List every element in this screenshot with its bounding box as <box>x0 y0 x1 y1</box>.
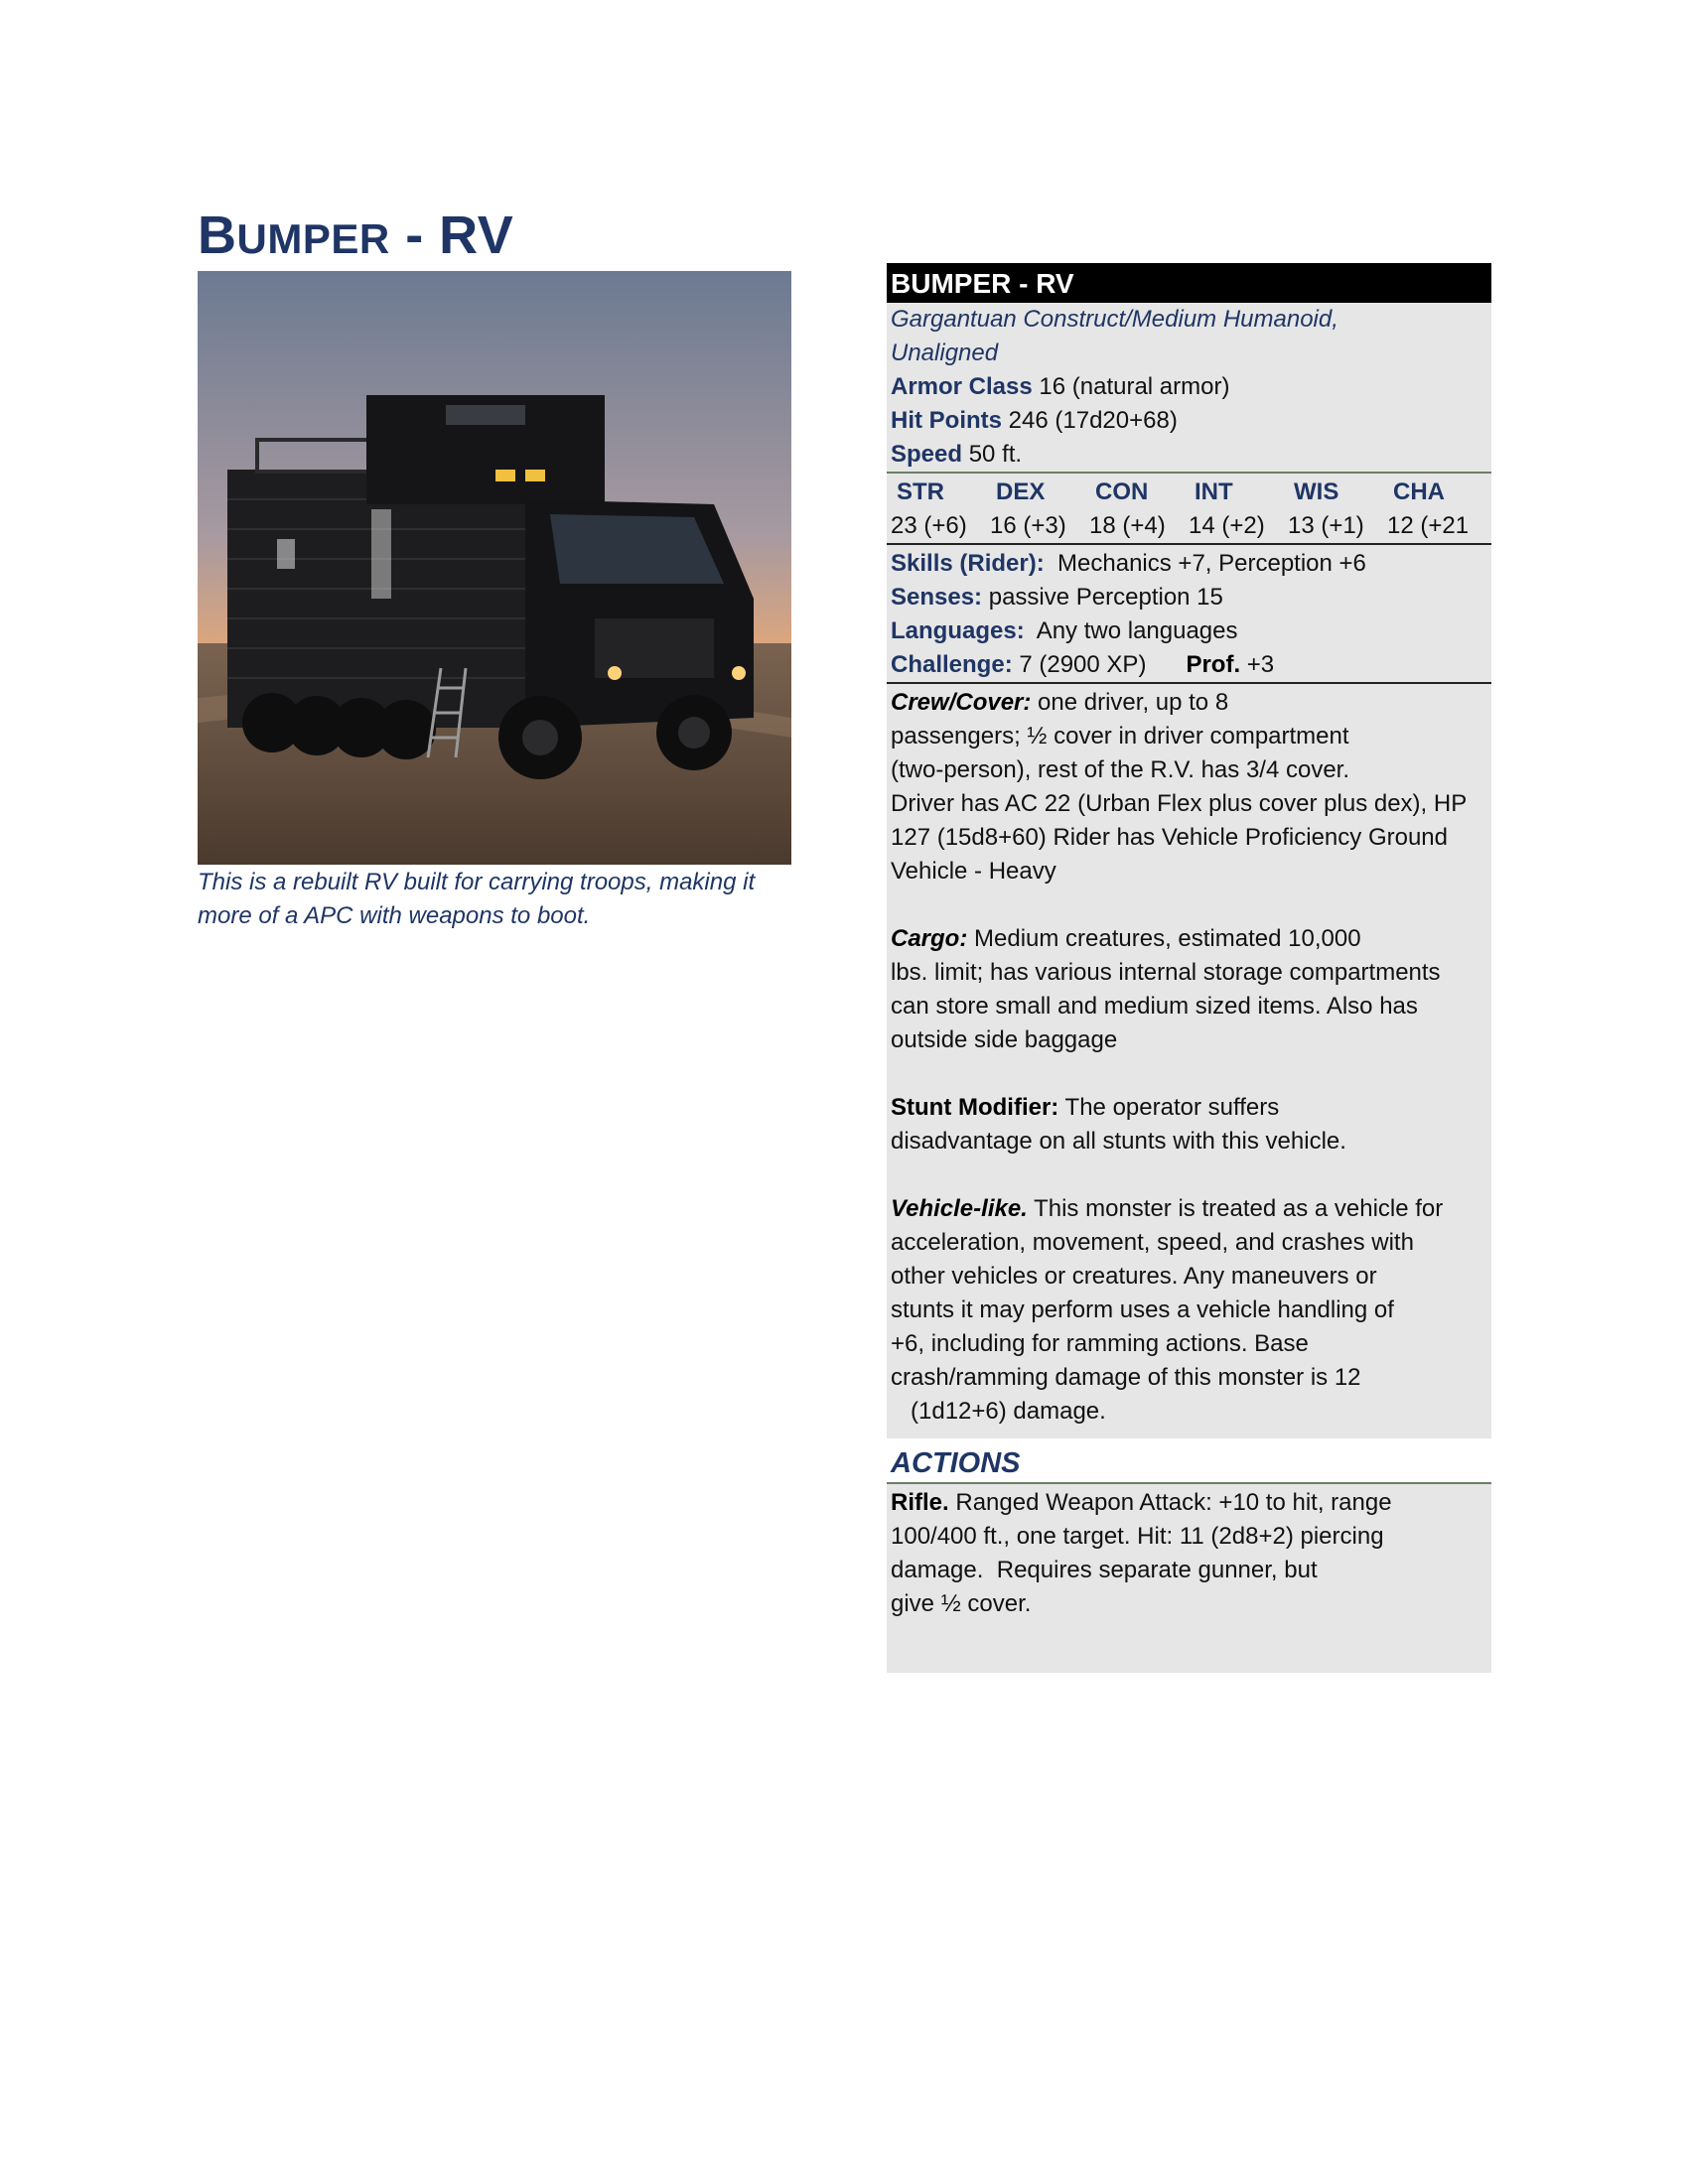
prof-label: Prof. <box>1186 651 1241 678</box>
cargo-line: can store small and medium sized items. Also has <box>891 993 1418 1020</box>
senses-row <box>891 581 1487 614</box>
stunt-line: The operator suffers <box>1058 1094 1280 1121</box>
stat-block-name: BUMPER - RV <box>887 263 1491 303</box>
senses-value: passive Perception 15 <box>982 584 1223 611</box>
vehicle-line: acceleration, movement, speed, and crashes with <box>891 1229 1414 1256</box>
languages-row <box>891 614 1487 648</box>
vehicle-line: +6, including for ramming actions. Base <box>891 1330 1309 1357</box>
rifle-line: 100/400 ft., one target. Hit: 11 (2d8+2) piercing <box>891 1523 1384 1550</box>
stat-block-traits <box>887 684 1491 1429</box>
rifle-label: Rifle. <box>891 1489 949 1516</box>
rifle-action <box>887 1484 1491 1621</box>
languages-label: Languages: <box>891 617 1025 644</box>
ability-value-wis: 13 (+1) <box>1288 512 1364 539</box>
crew-line: one driver, up to 8 <box>1031 689 1229 716</box>
challenge-label: Challenge: <box>891 651 1013 678</box>
vehicle-like-trait <box>891 1192 1487 1429</box>
crew-line: Driver has AC 22 (Urban Flex plus cover plus dex), HP <box>891 790 1468 817</box>
languages-value: Any two languages <box>1024 617 1238 644</box>
ability-value-con: 18 (+4) <box>1089 512 1166 539</box>
ability-value-str: 23 (+6) <box>891 512 967 539</box>
cargo-line: Medium creatures, estimated 10,000 <box>967 925 1361 952</box>
skills-label: Skills (Rider): <box>891 550 1045 577</box>
actions-heading: ACTIONS <box>887 1438 1491 1484</box>
page-title <box>198 205 513 266</box>
stunt-modifier-trait <box>891 1091 1487 1159</box>
armor-class-row <box>891 370 1487 404</box>
hit-points-value: 246 (17d20+68) <box>1002 407 1178 434</box>
skills-value: Mechanics +7, Perception +6 <box>1044 550 1366 577</box>
page-title-rest: UMPER <box>236 215 390 262</box>
ability-value-cha: 12 (+21 <box>1387 512 1470 539</box>
vehicle-line: (1d12+6) damage. <box>911 1398 1106 1425</box>
speed-row <box>891 438 1487 472</box>
vehicle-like-label: Vehicle-like. <box>891 1195 1028 1222</box>
rifle-line: Ranged Weapon Attack: +10 to hit, range <box>948 1489 1392 1516</box>
rifle-line: give ½ cover. <box>891 1590 1032 1617</box>
photo-caption: This is a rebuilt RV built for carrying troops, making it more of a APC with weapons to boot. <box>198 869 756 929</box>
vehicle-line: This monster is treated as a vehicle for <box>1027 1195 1444 1222</box>
page-title-suffix: - RV <box>389 205 514 265</box>
rifle-line: damage. Requires separate gunner, but <box>891 1557 1318 1583</box>
creature-type: Gargantuan Construct/Medium Humanoid, <box>891 306 1338 333</box>
hit-points-label: Hit Points <box>891 407 1002 434</box>
vehicle-line: crash/ramming damage of this monster is 12 <box>891 1364 1361 1391</box>
ability-name-wis: WIS <box>1294 478 1339 505</box>
ability-scores <box>887 474 1491 545</box>
crew-line: passengers; ½ cover in driver compartment <box>891 723 1349 750</box>
cargo-label: Cargo: <box>891 925 968 952</box>
page-title-first-letter: B <box>198 205 237 265</box>
armor-class-value: 16 (natural armor) <box>1032 373 1230 400</box>
prof-value: +3 <box>1240 651 1275 678</box>
cargo-trait <box>891 922 1487 1057</box>
armor-class-label: Armor Class <box>891 373 1033 400</box>
stat-block-details <box>887 545 1491 684</box>
stat-block <box>887 263 1491 1673</box>
hit-points-row <box>891 404 1487 438</box>
ability-name-str: STR <box>897 478 944 505</box>
speed-value: 50 ft. <box>962 441 1023 468</box>
speed-label: Speed <box>891 441 963 468</box>
crew-line: 127 (15d8+60) Rider has Vehicle Proficiency Ground <box>891 824 1448 851</box>
ability-name-int: INT <box>1195 478 1233 505</box>
cargo-line: lbs. limit; has various internal storage compartments <box>891 959 1441 986</box>
challenge-row <box>891 648 1487 682</box>
vehicle-line: stunts it may perform uses a vehicle handling of <box>891 1297 1394 1323</box>
challenge-value: 7 (2900 XP) <box>1012 651 1147 678</box>
vehicle-line: other vehicles or creatures. Any maneuvers or <box>891 1263 1377 1290</box>
rv-photo <box>198 271 791 865</box>
ability-name-cha: CHA <box>1393 478 1445 505</box>
ability-value-dex: 16 (+3) <box>990 512 1066 539</box>
cargo-line: outside side baggage <box>891 1026 1118 1053</box>
crew-cover-trait <box>891 686 1487 888</box>
crew-cover-label: Crew/Cover: <box>891 689 1032 716</box>
ability-name-dex: DEX <box>996 478 1046 505</box>
stat-block-basics <box>887 303 1491 474</box>
stunt-line: disadvantage on all stunts with this vehicle. <box>891 1128 1346 1155</box>
senses-label: Senses: <box>891 584 983 611</box>
stunt-modifier-label: Stunt Modifier: <box>891 1094 1059 1121</box>
crew-line: Vehicle - Heavy <box>891 858 1056 885</box>
ability-name-con: CON <box>1095 478 1149 505</box>
crew-line: (two-person), rest of the R.V. has 3/4 cover. <box>891 756 1349 783</box>
ability-value-int: 14 (+2) <box>1189 512 1265 539</box>
creature-alignment: Unaligned <box>891 340 999 366</box>
skills-row <box>891 547 1487 581</box>
